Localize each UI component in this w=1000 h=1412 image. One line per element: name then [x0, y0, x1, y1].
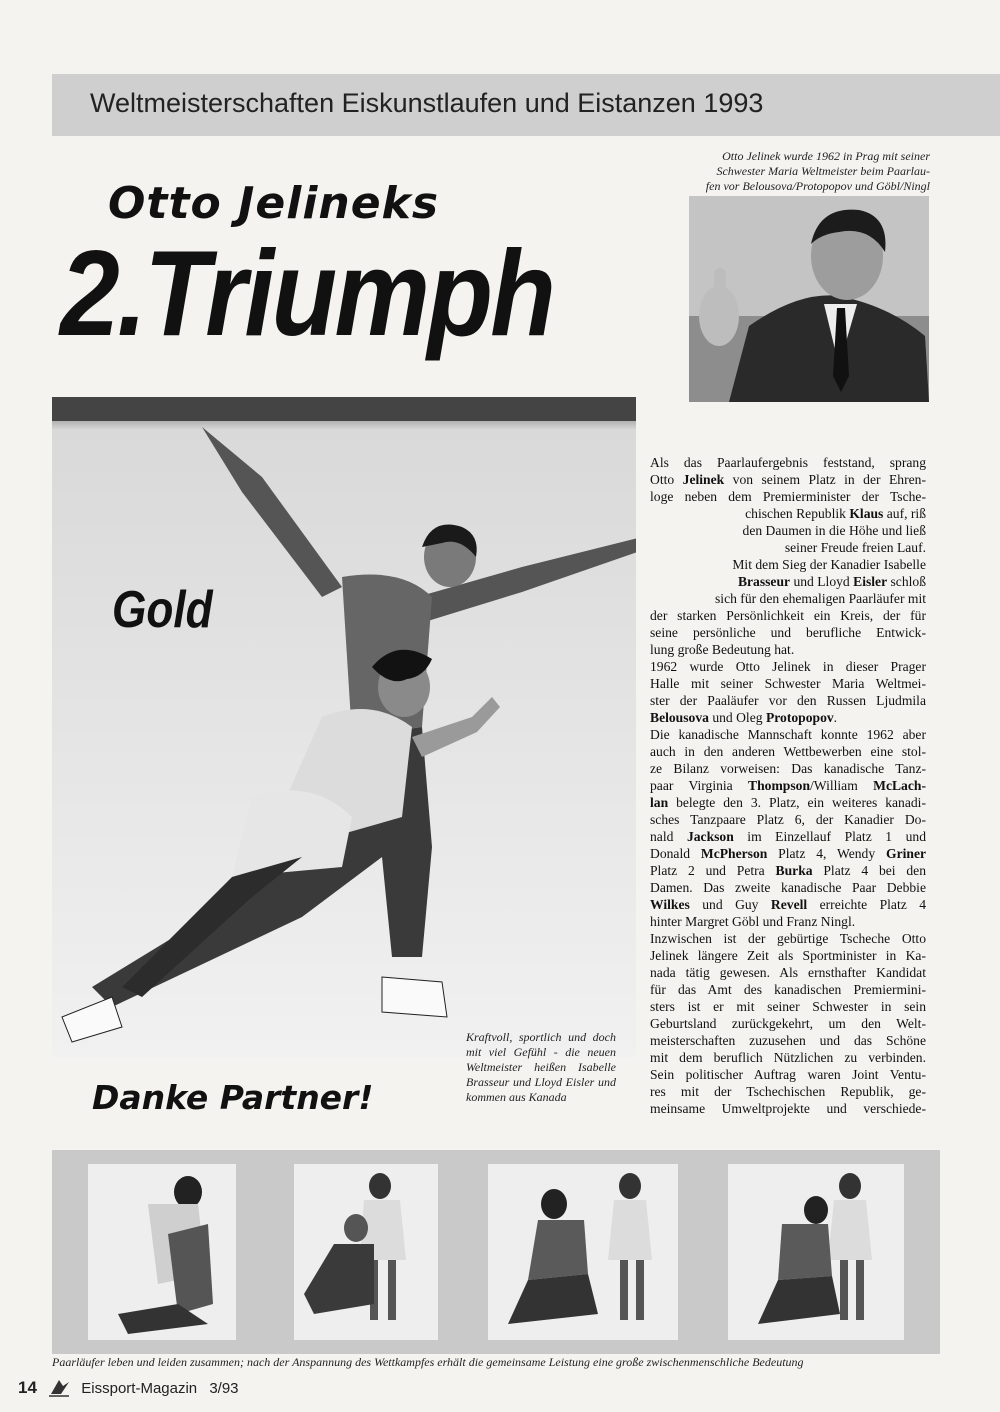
article-text: ster der Paaläufer vor den Russen Ljudmila — [650, 693, 926, 708]
name-highlight: Klaus — [849, 506, 884, 521]
name-highlight: Brasseur — [737, 574, 791, 589]
article-line — [650, 1049, 926, 1066]
article-line — [650, 471, 926, 488]
article-line — [650, 539, 926, 556]
article-text: schloß — [887, 574, 926, 589]
name-highlight: Eisler — [853, 574, 888, 589]
article-line — [650, 760, 926, 777]
skater-logo-icon — [47, 1376, 71, 1402]
article-text: /William — [810, 778, 874, 793]
article-text: belegte den 3. Platz, ein weiteres kanadi- — [668, 795, 926, 810]
article-line — [650, 641, 926, 658]
name-highlight: Burka — [775, 863, 813, 878]
article-text: von seinem Platz in der Ehren- — [724, 472, 926, 487]
portrait-illustration — [689, 196, 929, 402]
caption-line: Schwester Maria Weltmeister beim Paarlau- — [716, 164, 930, 178]
article-text: Platz 4 bei den — [812, 863, 926, 878]
article-text: Halle mit seiner Schwester Maria Weltmei- — [650, 676, 926, 691]
article-line — [650, 794, 926, 811]
article-line — [650, 624, 926, 641]
page-number: 14 — [18, 1377, 37, 1397]
article-text: erreichte Platz 4 — [807, 897, 927, 912]
photo-caption-skaters: Kraftvoll, sportlich und doch mit viel Gefühl - die neuen Weltmeister heißen Isabelle Brasseur und Lloyd Eisler und kommen aus Kanada — [466, 1030, 616, 1104]
photo-frame-4 — [728, 1164, 904, 1340]
article-text: sches Tanzpaare Platz 6, der Kanadier Do- — [650, 812, 926, 827]
article-text: . — [833, 710, 838, 725]
article-text: sich für den ehemaligen Paarläufer mit — [715, 591, 926, 606]
article-line — [650, 709, 926, 726]
article-line — [650, 590, 926, 607]
article-line — [650, 777, 926, 794]
frame-illustration-1 — [88, 1164, 236, 1340]
article-text: und Lloyd — [790, 574, 854, 589]
article-text: Die kanadische Mannschaft konnte 1962 aber — [650, 727, 926, 742]
article-text: lung große Bedeutung hat. — [650, 642, 795, 657]
article-text: hinter Margret Göbl und Franz Ningl. — [650, 914, 856, 929]
article-text: Damen. Das zweite kanadische Paar Debbie — [650, 880, 926, 895]
article-text: paar Virginia — [650, 778, 749, 793]
article-text: ze Bilanz vorweisen: Das kanadische Tanz- — [650, 761, 926, 776]
article-line — [650, 930, 926, 947]
article-text: res mit der Tschechischen Republik, ge- — [650, 1084, 926, 1099]
photo-otto-jelinek — [689, 196, 929, 402]
article-line — [650, 556, 926, 573]
article-line — [650, 811, 926, 828]
photo-frame-2 — [294, 1164, 438, 1340]
article-text: seine persönliche und berufliche Entwick- — [650, 625, 926, 640]
name-highlight: Revell — [770, 897, 808, 912]
photo-strip — [52, 1150, 940, 1354]
name-highlight: Belousova — [650, 710, 709, 725]
article-line — [650, 913, 926, 930]
article-text: Jelinek längere Zeit als Sportminister in Ka- — [650, 948, 926, 963]
article-text: Donald — [650, 846, 701, 861]
section-banner — [52, 74, 1000, 136]
article-text: im Einzellauf Platz 1 und — [733, 829, 926, 844]
article-line — [650, 828, 926, 845]
section-title: Weltmeisterschaften Eiskunstlaufen und Eistanzen 1993 — [90, 88, 764, 118]
caption-line: Otto Jelinek wurde 1962 in Prag mit seiner — [722, 149, 930, 163]
article-text: Als das Paarlaufergebnis feststand, sprang — [650, 455, 926, 470]
article-body — [650, 454, 926, 1117]
headline-line2: 2.Triumph — [60, 225, 554, 361]
article-text: Platz 4, Wendy — [767, 846, 886, 861]
article-line — [650, 692, 926, 709]
photo-frame-3 — [488, 1164, 678, 1340]
article-line — [650, 675, 926, 692]
article-line — [650, 658, 926, 675]
article-text: sters ist er mit seiner Schwester in sein — [650, 999, 926, 1014]
article-text: mit dem beruflich Nützlichen zu verbinden. — [650, 1050, 926, 1065]
article-text: 1962 wurde Otto Jelinek in dieser Prager — [650, 659, 926, 674]
article-line — [650, 998, 926, 1015]
article-text: Sein politischer Auftrag waren Joint Ventu- — [650, 1067, 926, 1082]
name-highlight: Thompson — [748, 778, 811, 793]
frame-illustration-3 — [488, 1164, 678, 1340]
skaters-illustration — [52, 397, 636, 1057]
article-text: den Daumen in die Höhe und ließ — [742, 523, 926, 538]
photo-caption-top — [672, 149, 930, 194]
article-text: auch in den anderen Wettbewerben eine stol- — [650, 744, 926, 759]
name-highlight: Jelinek — [682, 472, 725, 487]
article-text: und Oleg — [708, 710, 766, 725]
issue-number: 3/93 — [209, 1379, 239, 1397]
article-line — [650, 1066, 926, 1083]
photo-skaters-brasseur-eisler — [52, 397, 636, 1057]
caption-line: fen vor Belousova/Protopopov und Göbl/Ningl — [705, 179, 930, 193]
article-text: Inzwischen ist der gebürtige Tscheche Otto — [650, 931, 926, 946]
name-highlight: Jackson — [686, 829, 734, 844]
article-line — [650, 607, 926, 624]
article-line — [650, 1100, 926, 1117]
article-line — [650, 743, 926, 760]
name-highlight: McLach- — [873, 778, 926, 793]
article-line — [650, 505, 926, 522]
page-footer — [18, 1376, 239, 1402]
article-text: und Guy — [689, 897, 771, 912]
article-line — [650, 573, 926, 590]
article-line — [650, 879, 926, 896]
frame-illustration-2 — [294, 1164, 438, 1340]
article-line — [650, 964, 926, 981]
article-line — [650, 488, 926, 505]
article-text: meinsame Umweltprojekte und verschiede- — [650, 1101, 926, 1116]
article-text: meisterschaften zuzusehen und das Schöne — [650, 1033, 926, 1048]
name-highlight: McPherson — [700, 846, 768, 861]
article-line — [650, 981, 926, 998]
headline-line1: Otto Jelineks — [108, 178, 440, 229]
photo-frame-1 — [88, 1164, 236, 1340]
photo-strip-caption: Paarläufer leben und leiden zusammen; nach der Anspannung des Wettkampfes erhält die gemeinsame Leistung eine große zwischenmenschliche Bedeutung — [52, 1355, 804, 1369]
label-gold: Gold — [112, 581, 213, 639]
article-text: für das Amt des kanadischen Premiermini- — [650, 982, 926, 997]
article-text: nald — [650, 829, 687, 844]
article-line — [650, 454, 926, 471]
magazine-name: Eissport-Magazin — [81, 1379, 198, 1397]
article-text: chischen Republik — [745, 506, 850, 521]
article-line — [650, 1083, 926, 1100]
article-line — [650, 947, 926, 964]
article-text: der starken Persönlichkeit ein Kreis, der für — [650, 608, 926, 623]
name-highlight: lan — [650, 795, 669, 810]
name-highlight: Protopopov — [765, 710, 834, 725]
article-text: Otto — [650, 472, 683, 487]
article-line — [650, 726, 926, 743]
article-text: Geburtsland zurückgekehrt, um den Welt- — [650, 1016, 926, 1031]
article-line — [650, 522, 926, 539]
article-line — [650, 862, 926, 879]
article-text: Mit dem Sieg der Kanadier Isabelle — [732, 557, 926, 572]
article-text: Platz 2 und Petra — [650, 863, 776, 878]
article-text: auf, riß — [883, 506, 926, 521]
article-text: loge neben dem Premierminister der Tsche- — [650, 489, 926, 504]
article-line — [650, 845, 926, 862]
label-danke-partner: Danke Partner! — [92, 1078, 374, 1117]
article-text: nada tätig gewesen. Als ernsthafter Kandidat — [650, 965, 926, 980]
name-highlight: Griner — [886, 846, 927, 861]
name-highlight: Wilkes — [650, 897, 690, 912]
frame-illustration-4 — [728, 1164, 904, 1340]
article-line — [650, 1015, 926, 1032]
article-text: seiner Freude freien Lauf. — [784, 540, 926, 555]
article-line — [650, 896, 926, 913]
article-line — [650, 1032, 926, 1049]
